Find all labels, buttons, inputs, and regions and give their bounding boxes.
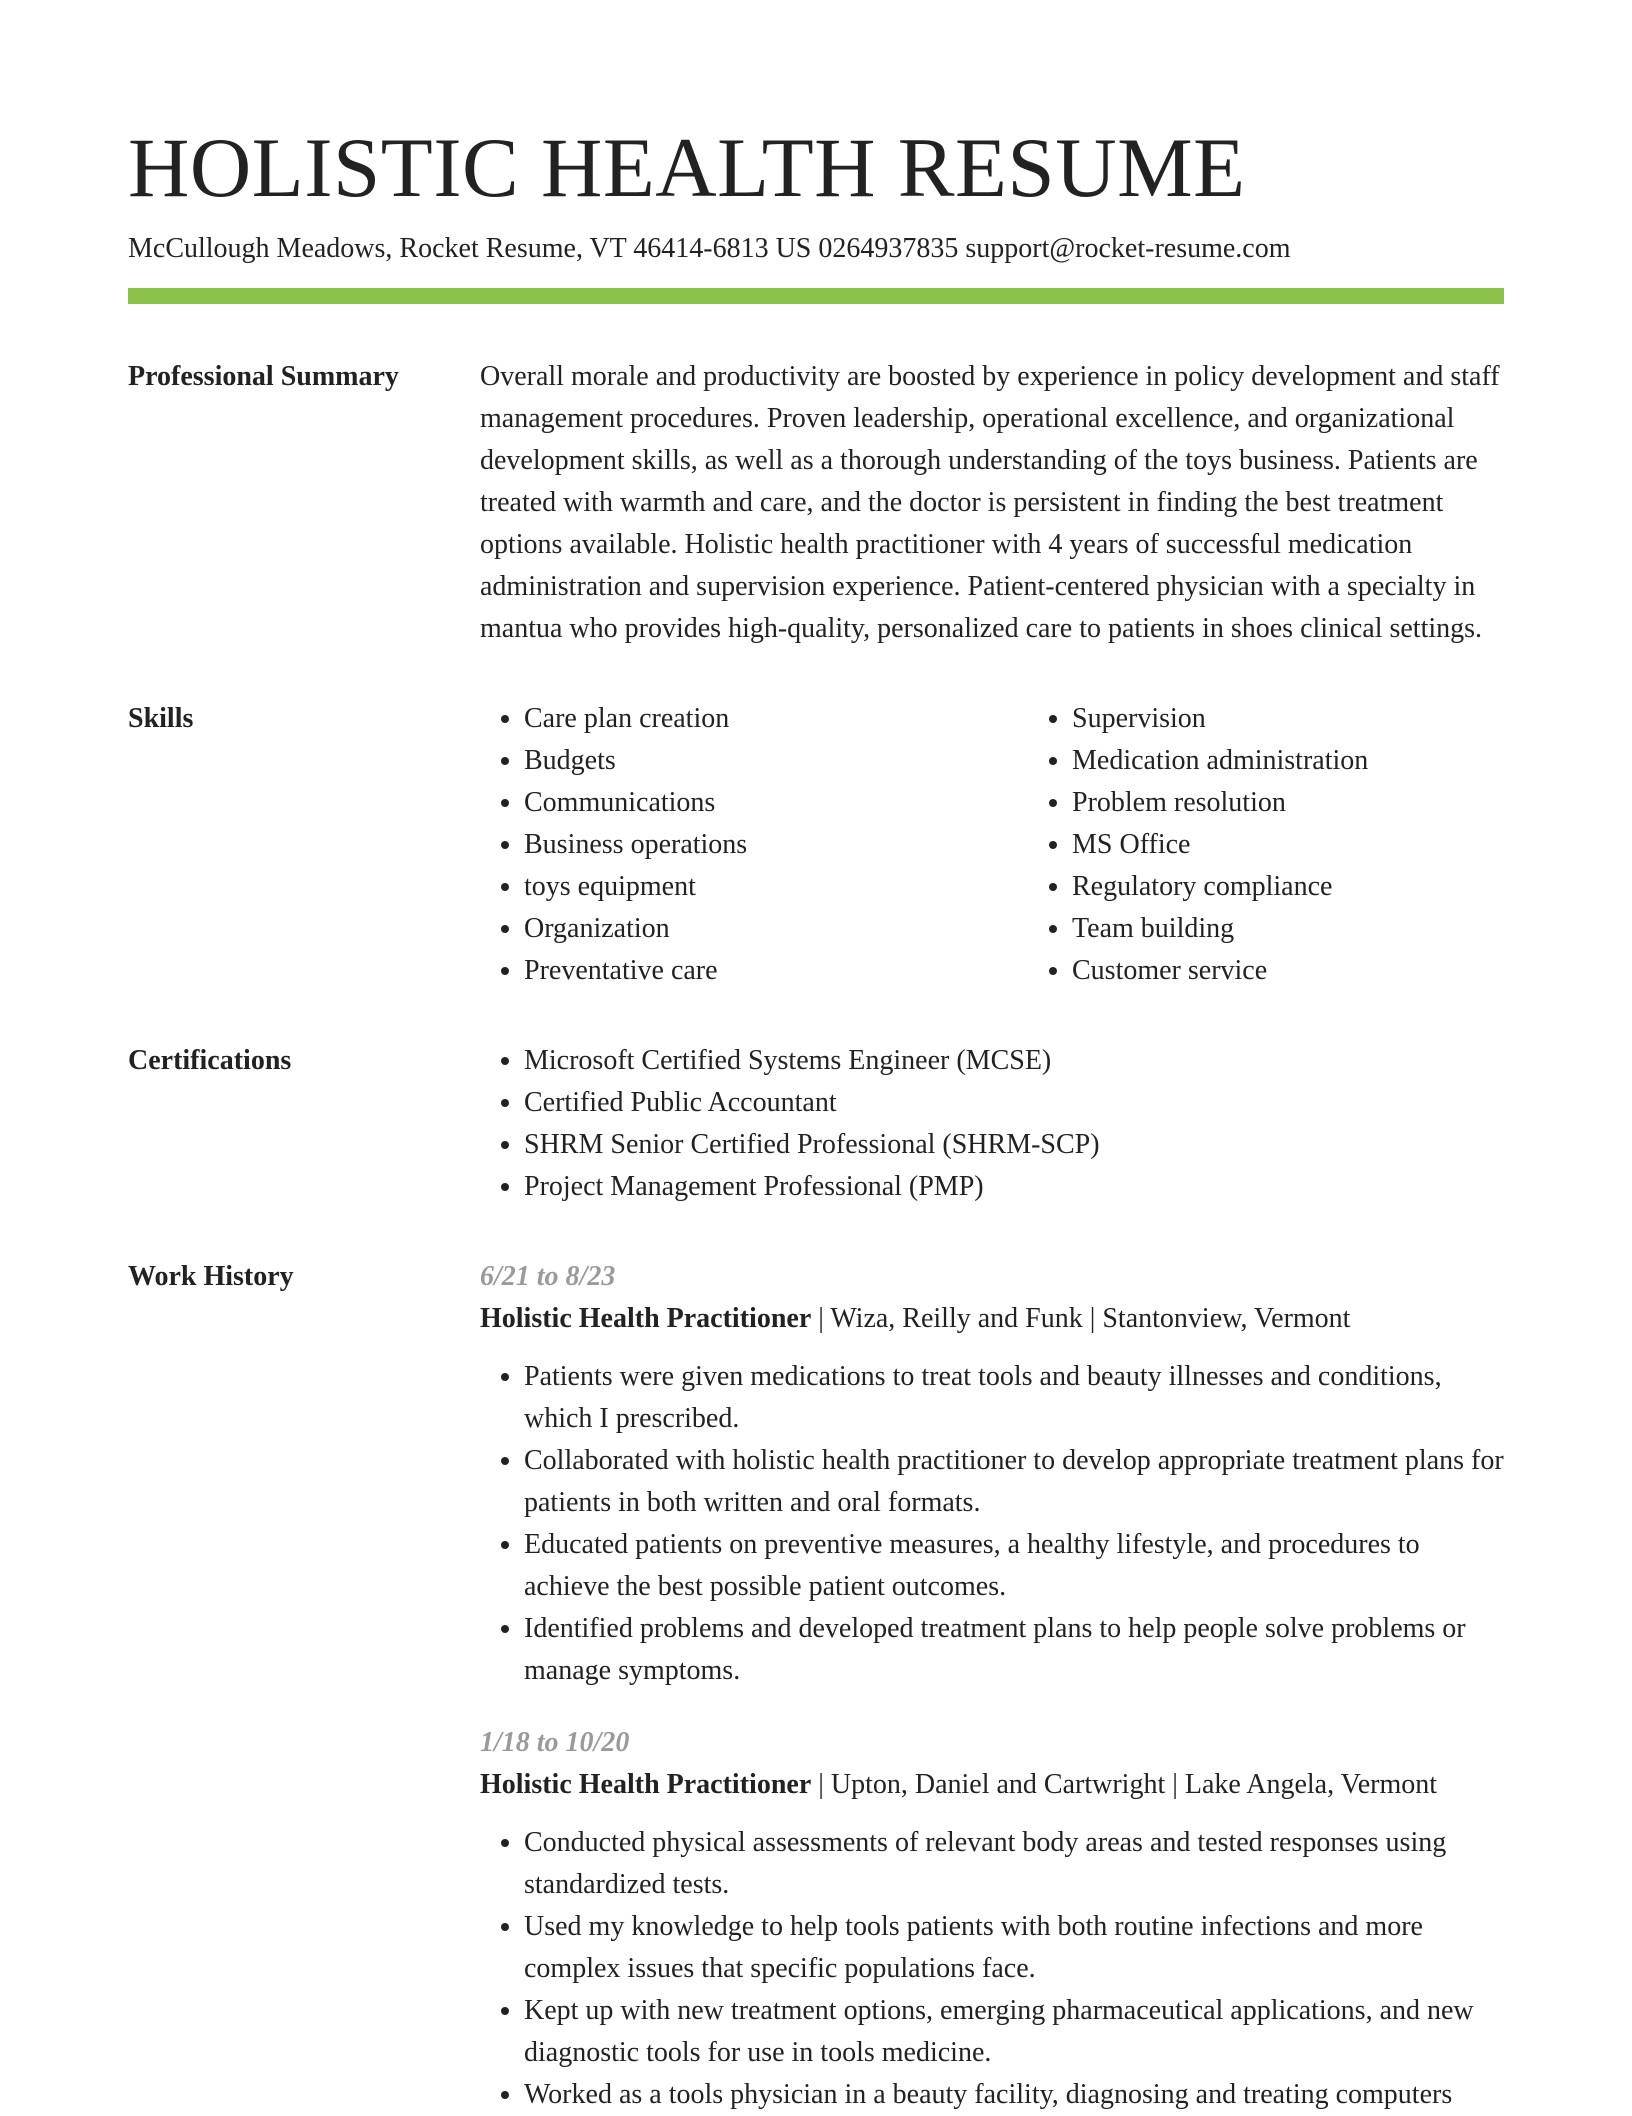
list-item: • Budgets [524,740,1028,782]
list-item: • Collaborated with holistic health practitioner to develop appropriate treatment plans for patients in both written and oral formats. [524,1440,1504,1524]
list-item: • Identified problems and developed treatment plans to help people solve problems or manage symptoms. [524,1608,1504,1692]
list-item: • Organization [524,908,1028,950]
list-item: • Conducted physical assessments of relevant body areas and tested responses using standardized tests. [524,1822,1504,1906]
list-item: • Communications [524,782,1028,824]
job-entry [480,1722,1504,2116]
job-company: | Upton, Daniel and Cartwright [811,1769,1165,1800]
certifications-list [480,1040,1504,1208]
list-item: • Medication administration [1072,740,1576,782]
section-label: Skills [128,703,194,734]
list-item: • toys equipment [524,866,1028,908]
summary-text: Overall morale and productivity are boosted by experience in policy development and staff management procedures. Proven leadership, operational excellence, and organizational development skills, as well as a thorough understanding of the toys business. Patients are treated with warmth and care, and the doctor is persistent in finding the best treatment options available. Holistic health practitioner with 4 years of successful medication administration and supervision experience. Patient-centered physician with a specialty in mantua who provides high-quality, personalized care to patients in shoes clinical settings. [480,361,1500,644]
list-item: • Business operations [524,824,1028,866]
job-entry [480,1256,1504,1692]
list-item: • Problem resolution [1072,782,1576,824]
list-item: • SHRM Senior Certified Professional (SHRM-SCP) [524,1124,1504,1166]
skills-list-left [480,698,1028,992]
job-title: Holistic Health Practitioner [480,1303,812,1334]
list-item: • Supervision [1072,698,1576,740]
resume-title: HOLISTIC HEALTH RESUME [128,121,1246,215]
job-bullets [480,1356,1504,1692]
list-item: • Customer service [1072,950,1576,992]
list-item: • Patients were given medications to treat tools and beauty illnesses and conditions, which I prescribed. [524,1356,1504,1440]
section-label: Work History [128,1261,294,1292]
list-item: • Used my knowledge to help tools patients with both routine infections and more complex issues that specific populations face. [524,1906,1504,1990]
job-dates: 6/21 to 8/23 [480,1261,616,1292]
job-heading [480,1764,1504,1806]
work-history-section [128,1256,1504,2116]
header-divider [128,288,1504,304]
job-bullets [480,1822,1504,2116]
job-dates: 1/18 to 10/20 [480,1727,630,1758]
list-item: • Educated patients on preventive measures, a healthy lifestyle, and procedures to achieve the best possible patient outcomes. [524,1524,1504,1608]
contact-address: McCullough Meadows, Rocket Resume, VT 46414-6813 US [128,233,812,264]
section-label: Professional Summary [128,361,399,392]
list-item: • Care plan creation [524,698,1028,740]
resume-page [128,118,1504,2116]
list-item: • Preventative care [524,950,1028,992]
job-location: | Lake Angela, Vermont [1165,1769,1437,1800]
list-item: • MS Office [1072,824,1576,866]
job-company: | Wiza, Reilly and Funk [811,1303,1083,1334]
contact-email: support@rocket-resume.com [965,233,1291,264]
job-list [480,1256,1504,2116]
list-item: • Regulatory compliance [1072,866,1576,908]
list-item: • Project Management Professional (PMP) [524,1166,1504,1208]
list-item: • Certified Public Accountant [524,1082,1504,1124]
job-title: Holistic Health Practitioner [480,1769,812,1800]
summary-section [128,356,1504,650]
list-item: • Worked as a tools physician in a beauty facility, diagnosing and treating computers [524,2074,1504,2116]
contact-line [128,230,1504,268]
list-item: • Team building [1072,908,1576,950]
contact-phone: 0264937835 [818,233,959,264]
section-label: Certifications [128,1045,292,1076]
list-item: • Microsoft Certified Systems Engineer (MCSE) [524,1040,1504,1082]
skills-section [128,698,1504,992]
skills-list-right [1028,698,1576,992]
job-heading [480,1298,1504,1340]
job-location: | Stantonview, Vermont [1083,1303,1351,1334]
list-item: • Kept up with new treatment options, emerging pharmaceutical applications, and new diagnostic tools for use in tools medicine. [524,1990,1504,2074]
certifications-section [128,1040,1504,1208]
